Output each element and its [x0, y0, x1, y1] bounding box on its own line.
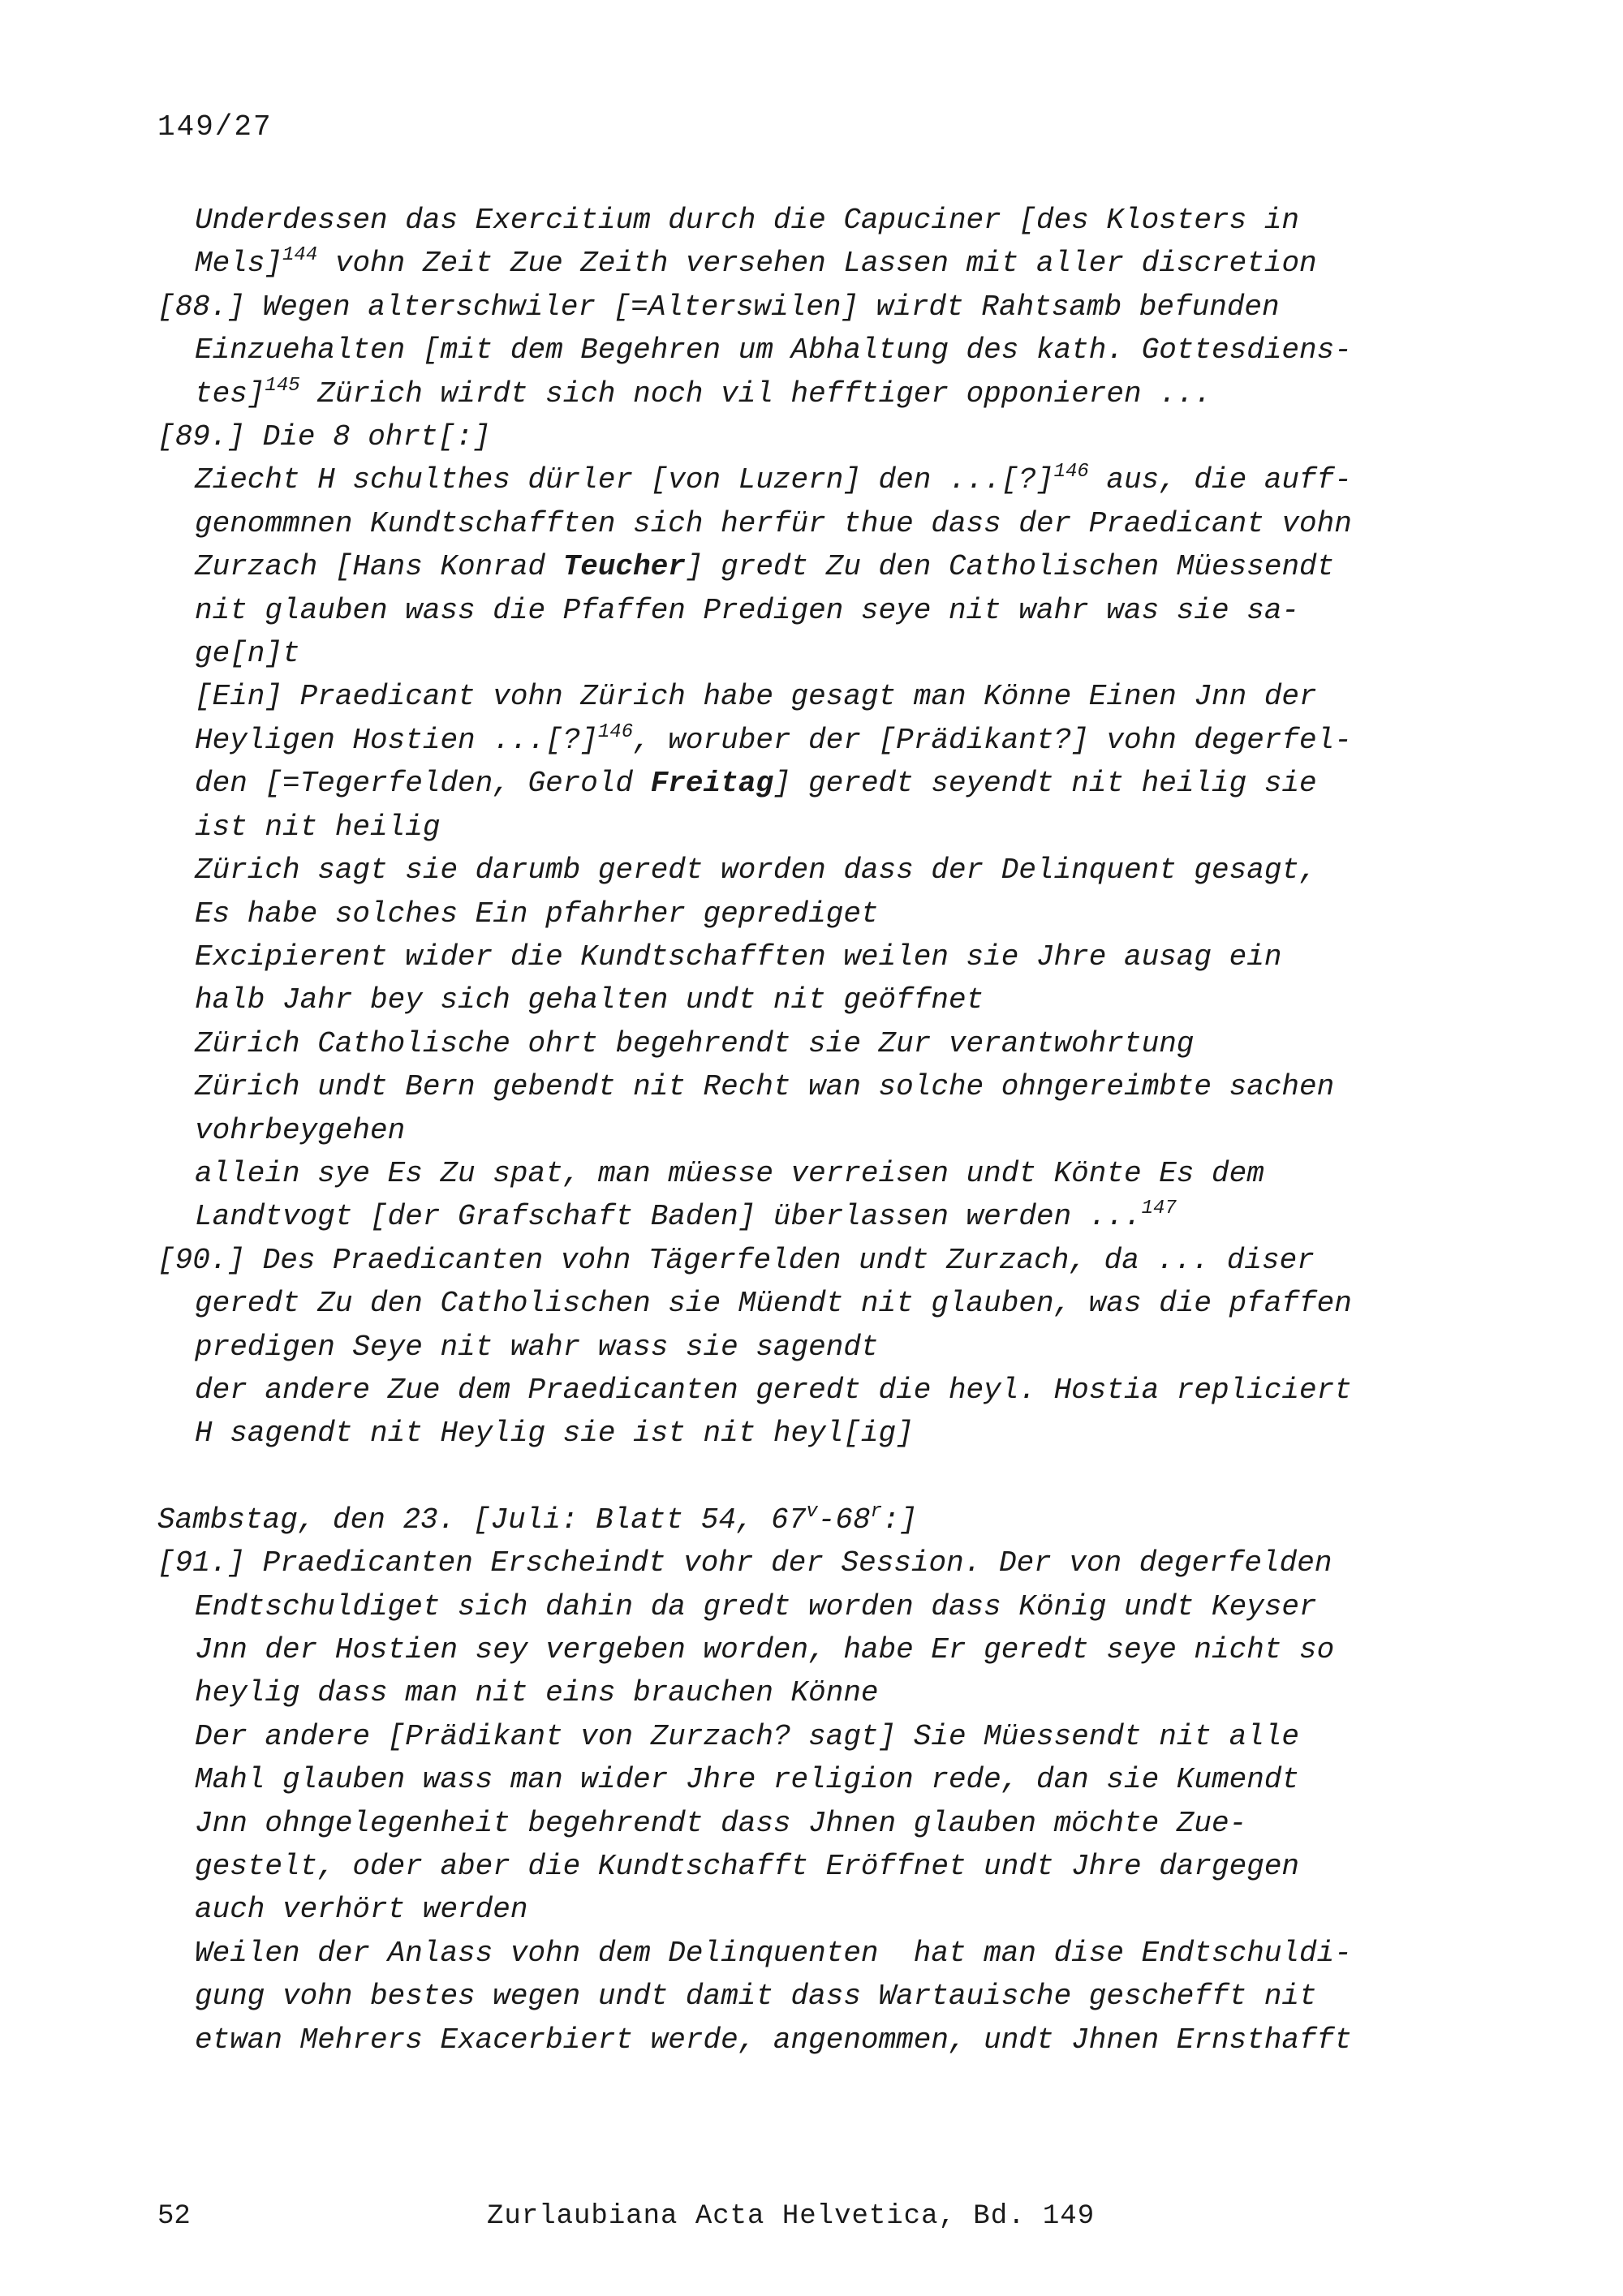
- line-text-continued: ] gredt Zu den Catholischen Müessendt: [685, 550, 1335, 584]
- line-text-continued: -68: [817, 1503, 871, 1537]
- text-line: [157, 1585, 1423, 1628]
- line-text: Heyligen Hostien ...[?]: [195, 723, 598, 757]
- line-text: Zürich undt Bern gebendt nit Recht wan solche ohngereimbte sachen: [195, 1070, 1335, 1104]
- footnote-ref: 146: [597, 720, 634, 743]
- line-text: etwan Mehrers Exacerbiert werde, angenommen, undt Jhnen Ernsthafft: [195, 2023, 1352, 2057]
- text-line: [157, 329, 1423, 372]
- footnote-ref: 145: [265, 374, 300, 397]
- line-text: allein sye Es Zu spat, man müesse verreisen undt Könte Es dem: [195, 1156, 1264, 1190]
- line-text: nit glauben wass die Pfaffen Predigen seye nit wahr was sie sa-: [195, 593, 1300, 627]
- line-text: Weilen der Anlass vohn dem Delinquenten hat man dise Endtschuldi-: [195, 1936, 1352, 1970]
- line-text: auch verhört werden: [195, 1893, 528, 1927]
- line-text: der andere Zue dem Praedicanten geredt die heyl. Hostia repliciert: [195, 1373, 1352, 1407]
- text-line: [157, 545, 1423, 588]
- line-text: vohrbeygehen: [195, 1113, 406, 1147]
- text-line: [157, 1239, 1423, 1282]
- line-text: den [=Tegerfelden, Gerold: [195, 767, 651, 801]
- text-line: [157, 849, 1423, 892]
- page-reference: 149/27: [157, 110, 273, 144]
- footnote-ref: 147: [1141, 1197, 1177, 1220]
- line-text: gestelt, oder aber die Kundtschafft Eröffnet undt Jhre dargegen: [195, 1850, 1300, 1884]
- line-text: Landtvogt [der Grafschaft Baden] überlassen werden ...: [195, 1200, 1142, 1234]
- text-line: [157, 892, 1423, 935]
- line-text: [90.] Des Praedicanten vohn Tägerfelden undt Zurzach, da ... diser: [157, 1243, 1315, 1277]
- text-line: [157, 415, 1423, 458]
- text-line: [157, 199, 1423, 242]
- text-line: [157, 242, 1423, 285]
- transcription-body: [157, 199, 1423, 2062]
- line-text: [88.] Wegen alterschwiler [=Alterswilen] wirdt Rahtsamb befunden: [157, 290, 1280, 324]
- section-gap: [157, 1455, 1423, 1498]
- text-line: [157, 1498, 1423, 1541]
- line-text: [89.] Die 8 ohrt[:]: [157, 420, 491, 454]
- text-line: [157, 1022, 1423, 1065]
- line-text: Jnn der Hostien sey vergeben worden, habe Er geredt seye nicht so: [195, 1633, 1335, 1666]
- line-text-continued: ] geredt seyendt nit heilig sie: [773, 767, 1317, 801]
- line-text-continued: :]: [881, 1503, 918, 1537]
- text-line: [157, 1541, 1423, 1584]
- text-line: [157, 1369, 1423, 1412]
- text-line: [157, 1845, 1423, 1888]
- line-text: Zurzach [Hans Konrad: [195, 550, 563, 584]
- text-line: [157, 1758, 1423, 1801]
- text-line: [157, 935, 1423, 978]
- text-line: [157, 1282, 1423, 1325]
- text-line: [157, 719, 1423, 762]
- line-text: Endtschuldiget sich dahin da gredt worden dass König undt Keyser: [195, 1589, 1317, 1623]
- line-text: Sambstag, den 23. [Juli: Blatt 54, 67: [157, 1503, 807, 1537]
- page-number: 52: [157, 2201, 191, 2232]
- footnote-ref: 146: [1053, 461, 1089, 484]
- footnote-ref: v: [806, 1500, 818, 1523]
- line-text-continued: Zürich wirdt sich noch vil hefftiger opponieren ...: [299, 376, 1212, 411]
- line-text-continued: , woruber der [Prädikant?] vohn degerfel-: [633, 723, 1352, 757]
- line-text: Einzuehalten [mit dem Begehren um Abhaltung des kath. Gottesdiens-: [195, 333, 1352, 368]
- footnote-ref: 144: [282, 244, 318, 267]
- line-text: Excipierent wider die Kundtschafften weilen sie Jhre ausag ein: [195, 939, 1282, 974]
- line-text: H sagendt nit Heylig sie ist nit heyl[ig]: [195, 1417, 914, 1451]
- line-text-continued: aus, die auff-: [1088, 463, 1352, 497]
- line-text: gung vohn bestes wegen undt damit dass Wartauische geschefft nit: [195, 1980, 1317, 2014]
- line-text: ist nit heilig: [195, 810, 441, 844]
- text-line: [157, 1802, 1423, 1845]
- text-line: [157, 1326, 1423, 1369]
- text-line: [157, 1065, 1423, 1108]
- text-line: [157, 372, 1423, 415]
- text-line: [157, 1671, 1423, 1714]
- text-line: [157, 762, 1423, 805]
- line-text: [Ein] Praedicant vohn Zürich habe gesagt man Könne Einen Jnn der: [195, 680, 1317, 714]
- line-text: Ziecht H schulthes dürler [von Luzern] den ...[?]: [195, 463, 1054, 497]
- line-text: genommnen Kundtschafften sich herfür thue dass der Praedicant vohn: [195, 506, 1352, 540]
- text-line: [157, 675, 1423, 718]
- footnote-ref: r: [870, 1500, 882, 1523]
- line-text: Zürich Catholische ohrt begehrendt sie Zur verantwohrtung: [195, 1026, 1195, 1060]
- line-text: Mels]: [195, 247, 283, 281]
- text-line: [157, 502, 1423, 545]
- text-line: [157, 1932, 1423, 1975]
- bold-name: Teucher: [562, 550, 686, 584]
- text-line: [157, 806, 1423, 849]
- bold-name: Freitag: [650, 767, 773, 801]
- text-line: [157, 1628, 1423, 1671]
- line-text: Jnn ohngelegenheit begehrendt dass Jhnen glauben möchte Zue-: [195, 1806, 1247, 1840]
- line-text: Der andere [Prädikant von Zurzach? sagt] Sie Müessendt nit alle: [195, 1719, 1300, 1753]
- text-line: [157, 1888, 1423, 1931]
- line-text: geredt Zu den Catholischen sie Müendt nit glauben, was die pfaffen: [195, 1287, 1352, 1321]
- line-text: Underdessen das Exercitium durch die Capuciner [des Klosters in: [195, 204, 1300, 237]
- text-line: [157, 978, 1423, 1021]
- text-line: [157, 286, 1423, 329]
- line-text: Mahl glauben wass man wider Jhre religion rede, dan sie Kumendt: [195, 1763, 1300, 1797]
- line-text: heylig dass man nit eins brauchen Könne: [195, 1676, 879, 1710]
- line-text: ge[n]t: [195, 637, 300, 671]
- text-line: [157, 1975, 1423, 2018]
- text-line: [157, 632, 1423, 675]
- text-line: [157, 589, 1423, 632]
- line-text: [91.] Praedicanten Erscheindt vohr der Session. Der von degerfelden: [157, 1546, 1332, 1580]
- line-text: tes]: [195, 376, 265, 411]
- line-text: halb Jahr bey sich gehalten undt nit geöffnet: [195, 983, 984, 1017]
- text-line: [157, 1152, 1423, 1195]
- text-line: [157, 2019, 1423, 2062]
- line-text: Zürich sagt sie darumb geredt worden dass der Delinquent gesagt,: [195, 853, 1317, 888]
- text-line: [157, 1195, 1423, 1238]
- text-line: [157, 458, 1423, 501]
- line-text: predigen Seye nit wahr wass sie sagendt: [195, 1330, 879, 1364]
- text-line: [157, 1715, 1423, 1758]
- line-text: Es habe solches Ein pfahrher geprediget: [195, 896, 879, 931]
- text-line: [157, 1412, 1423, 1455]
- line-text-continued: vohn Zeit Zue Zeith versehen Lassen mit aller discretion: [317, 247, 1317, 281]
- text-line: [157, 1109, 1423, 1152]
- series-title: Zurlaubiana Acta Helvetica, Bd. 149: [487, 2201, 1096, 2232]
